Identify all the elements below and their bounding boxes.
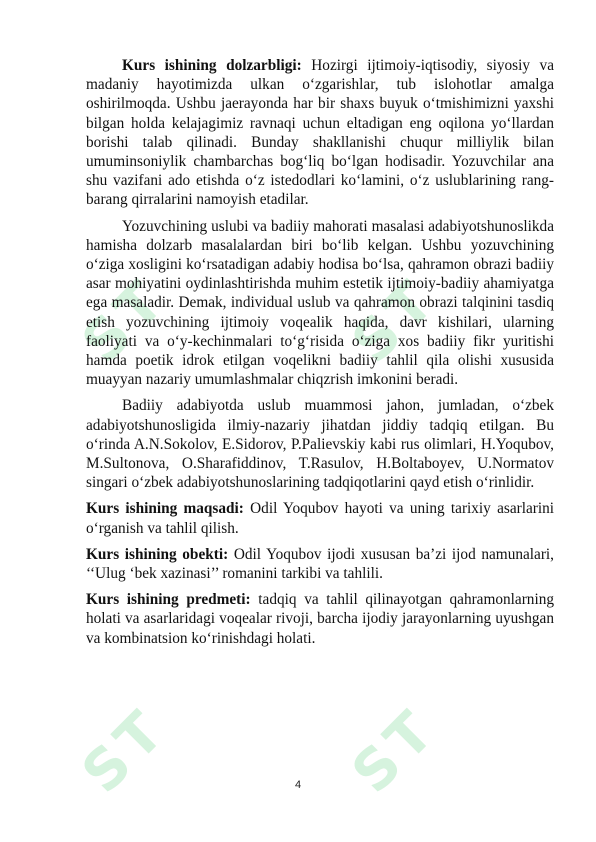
paragraph-text: Odil Yoqubov hayoti va uning tarixiy asarlarini o‘rganish va tahlil qilish. (86, 500, 554, 537)
paragraph-label: Kurs ishining maqsadi: (86, 500, 244, 518)
paragraph-text: Odil Yoqubov ijodi xususan ba’zi ijod namunalari, ‘‘Ulug ‘bek xazinasi’’ romanini tarkibi va tahlili. (86, 545, 554, 583)
page-number: 4 (294, 779, 302, 791)
paragraph-text: tadqiq va tahlil qilinayotgan qahramonlarning holati va asarlaridagi voqealar rivoji, barcha ijodiy jarayonlarning uyushgan va kombinatsion ko‘rinishdagi holati. (86, 591, 554, 647)
watermark: ST (340, 265, 450, 376)
paragraph-relevance (86, 56, 554, 210)
watermark: ST (70, 695, 180, 806)
paragraph-object (86, 545, 554, 583)
paragraph-label: Kurs ishining predmeti: (86, 591, 251, 609)
paragraph-style (86, 217, 554, 390)
paragraph-goal (86, 499, 554, 537)
paragraph-label: Kurs ishining dolzarbligi: (122, 57, 302, 74)
paragraph-research (86, 396, 554, 492)
watermark: ST (340, 695, 450, 806)
paragraph-text: Hozirgi ijtimoiy-iqtisodiy, siyosiy va madaniy hayotimizda ulkan o‘zgarishlar, tub islohotlar amalga oshirilmoqda. Ushbu jaerayonda har bir shaxs buyuk o‘tmishimizni yaxshi bilgan holda kelajagimiz ravnaqi uchun eltadigan eng oqilona yo‘llardan borishi talab qilinadi. Bunday shakllanishi chuqur milliylik bilan umuminsoniylik chambarchas bog‘liq bo‘lgan hodisadir. Yozuvchilar ana shu vazifani ado etishda o‘z istedodlari ko‘lamini, o‘z uslublarining rang-barang qirralarini namoyish etadilar. (86, 57, 554, 209)
watermark: ST (70, 265, 180, 376)
paragraph-subject (86, 590, 554, 648)
paragraph-label: Kurs ishining obekti: (86, 545, 229, 563)
paragraph-text: Badiiy adabiyotda uslub muammosi jahon, jumladan, o‘zbek adabiyotshunosligida ilmiy-nazariy jihatdan jiddiy tadqiq etilgan. Bu o‘rinda A.N.Sokolov, E.Sidorov, P.Palievskiy kabi rus olimlari, H.Yoqubov, M.Sultonova, O.Sharafiddinov, T.Rasulov, H.Boltaboyev, U.Normatov singari o‘zbek adabiyotshunoslarining tadqiqotlarini qayd etish o‘rinlidir. (86, 397, 554, 492)
document-body (86, 56, 554, 655)
paragraph-text: Yozuvchining uslubi va badiiy mahorati masalasi adabiyotshunoslikda hamisha dolzarb masalalardan biri bo‘lib kelgan. Ushbu yozuvchining o‘ziga xosligini ko‘rsatadigan adabiy hodisa bo‘lsa, qahramon obrazi badiiy asar mohiyatini oydinlashtirishda muhim estetik ijtimoiy-badiiy ahamiyatga ega masaladir. Demak, individual uslub va qahramon obrazi talqinini tasdiq etish yozuvchining ijtimoiy voqealik haqida, davr kishilari, ularning faoliyati va o‘y-kechinmalari to‘g‘risida o‘ziga xos badiiy fikr yuritishi hamda poetik idrok etilgan voqelikni badiiy tahlil qila olishi xususida muayyan nazariy umumlashmalar chiqzrish imkonini beradi. (86, 217, 554, 389)
